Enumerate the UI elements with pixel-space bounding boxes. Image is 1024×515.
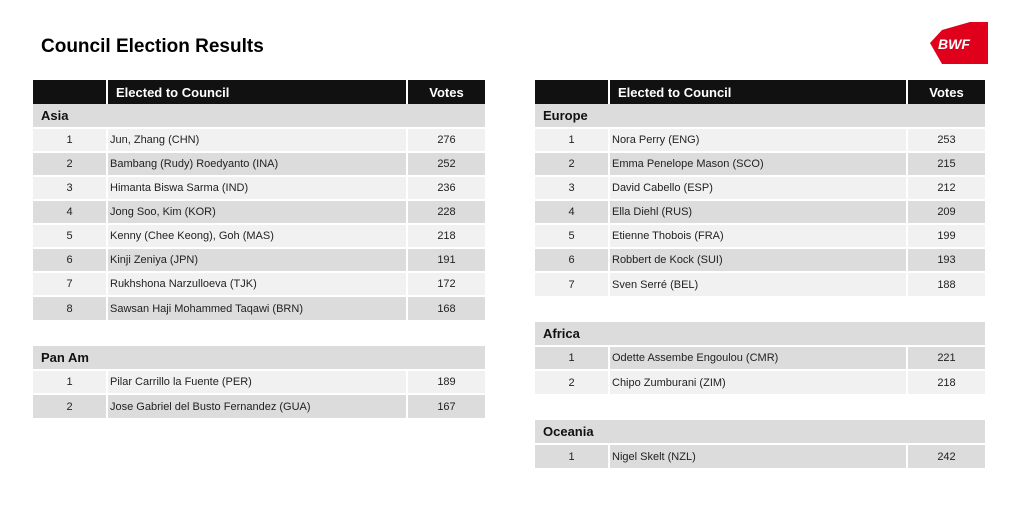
region-label: Europe [535, 104, 985, 128]
votes-cell: 193 [907, 248, 985, 272]
table-row [33, 296, 485, 320]
table-row [535, 248, 985, 272]
region-row-asia [33, 104, 485, 128]
votes-cell: 276 [407, 128, 485, 152]
table-row [535, 176, 985, 200]
region-row-africa [535, 322, 985, 346]
oceania-table [535, 420, 985, 468]
votes-cell: 215 [907, 152, 985, 176]
region-label: Asia [33, 104, 485, 128]
table-row [535, 370, 985, 394]
table-header [33, 80, 485, 104]
votes-cell: 191 [407, 248, 485, 272]
europe-table [535, 80, 985, 296]
votes-header: Votes [407, 80, 485, 104]
elected-header: Elected to Council [107, 80, 407, 104]
region-label: Oceania [535, 420, 985, 444]
africa-table [535, 322, 985, 394]
name-cell: Etienne Thobois (FRA) [609, 224, 907, 248]
table-row [535, 444, 985, 468]
name-cell: Sawsan Haji Mohammed Taqawi (BRN) [107, 296, 407, 320]
name-cell: Nigel Skelt (NZL) [609, 444, 907, 468]
rank-cell: 2 [535, 370, 609, 394]
name-cell: Sven Serré (BEL) [609, 272, 907, 296]
rank-cell: 7 [33, 272, 107, 296]
region-label: Pan Am [33, 346, 485, 370]
votes-cell: 218 [407, 224, 485, 248]
rank-cell: 4 [33, 200, 107, 224]
votes-cell: 252 [407, 152, 485, 176]
rank-cell: 2 [33, 152, 107, 176]
table-row [33, 128, 485, 152]
panam-table [33, 346, 485, 418]
votes-cell: 189 [407, 370, 485, 394]
table-row [535, 224, 985, 248]
region-row-panam [33, 346, 485, 370]
votes-cell: 253 [907, 128, 985, 152]
rank-cell: 6 [33, 248, 107, 272]
left-column [33, 80, 485, 418]
region-label: Africa [535, 322, 985, 346]
name-cell: Odette Assembe Engoulou (CMR) [609, 346, 907, 370]
rank-cell: 7 [535, 272, 609, 296]
table-row [535, 272, 985, 296]
name-cell: Kinji Zeniya (JPN) [107, 248, 407, 272]
table-row [33, 152, 485, 176]
name-cell: Ella Diehl (RUS) [609, 200, 907, 224]
table-header [535, 80, 985, 104]
votes-cell: 212 [907, 176, 985, 200]
table-row [33, 248, 485, 272]
rank-cell: 1 [33, 128, 107, 152]
table-row [33, 394, 485, 418]
votes-cell: 188 [907, 272, 985, 296]
name-cell: Emma Penelope Mason (SCO) [609, 152, 907, 176]
rank-cell: 5 [33, 224, 107, 248]
rank-cell: 8 [33, 296, 107, 320]
name-cell: Jun, Zhang (CHN) [107, 128, 407, 152]
rank-cell: 2 [535, 152, 609, 176]
name-cell: Kenny (Chee Keong), Goh (MAS) [107, 224, 407, 248]
rank-cell: 6 [535, 248, 609, 272]
table-row [535, 128, 985, 152]
rank-cell: 1 [535, 128, 609, 152]
votes-cell: 209 [907, 200, 985, 224]
asia-table [33, 80, 485, 320]
votes-cell: 221 [907, 346, 985, 370]
name-cell: Nora Perry (ENG) [609, 128, 907, 152]
table-row [33, 176, 485, 200]
table-row [33, 200, 485, 224]
table-row [535, 200, 985, 224]
name-cell: Chipo Zumburani (ZIM) [609, 370, 907, 394]
votes-cell: 168 [407, 296, 485, 320]
table-row [33, 224, 485, 248]
name-cell: Rukhshona Narzulloeva (TJK) [107, 272, 407, 296]
name-cell: Jong Soo, Kim (KOR) [107, 200, 407, 224]
rank-cell: 3 [535, 176, 609, 200]
table-row [535, 346, 985, 370]
elected-header: Elected to Council [609, 80, 907, 104]
name-cell: Robbert de Kock (SUI) [609, 248, 907, 272]
votes-cell: 242 [907, 444, 985, 468]
table-row [535, 152, 985, 176]
votes-cell: 228 [407, 200, 485, 224]
page-title: Council Election Results [41, 36, 264, 57]
votes-cell: 199 [907, 224, 985, 248]
votes-cell: 218 [907, 370, 985, 394]
rank-cell: 1 [33, 370, 107, 394]
region-row-oceania [535, 420, 985, 444]
right-column [535, 80, 985, 468]
votes-cell: 172 [407, 272, 485, 296]
rank-header [33, 80, 107, 104]
votes-header: Votes [907, 80, 985, 104]
rank-cell: 5 [535, 224, 609, 248]
region-row-europe [535, 104, 985, 128]
rank-header [535, 80, 609, 104]
rank-cell: 4 [535, 200, 609, 224]
bwf-logo [930, 22, 988, 64]
name-cell: Himanta Biswa Sarma (IND) [107, 176, 407, 200]
table-row [33, 272, 485, 296]
rank-cell: 2 [33, 394, 107, 418]
name-cell: Pilar Carrillo la Fuente (PER) [107, 370, 407, 394]
votes-cell: 236 [407, 176, 485, 200]
name-cell: Jose Gabriel del Busto Fernandez (GUA) [107, 394, 407, 418]
votes-cell: 167 [407, 394, 485, 418]
table-row [33, 370, 485, 394]
rank-cell: 1 [535, 444, 609, 468]
svg-text:BWF: BWF [938, 36, 970, 52]
rank-cell: 1 [535, 346, 609, 370]
rank-cell: 3 [33, 176, 107, 200]
name-cell: David Cabello (ESP) [609, 176, 907, 200]
name-cell: Bambang (Rudy) Roedyanto (INA) [107, 152, 407, 176]
